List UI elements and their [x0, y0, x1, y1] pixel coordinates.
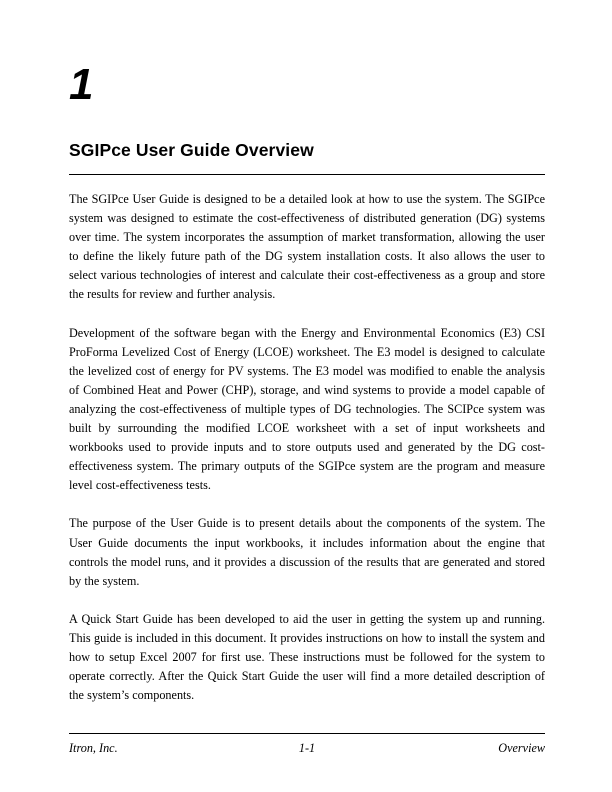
page-number: 1-1	[298, 741, 316, 755]
page-footer	[69, 740, 545, 756]
paragraph: The purpose of the User Guide is to present details about the components of the system. The User Guide documents the input workbooks, it includes information about the engine that controls the model runs, and it provides a discussion of the results that are generated and stored by the system.	[69, 516, 545, 588]
footer-company: Itron, Inc.	[69, 741, 118, 755]
page-title: SGIPce User Guide Overview	[69, 139, 314, 160]
footer-divider	[69, 733, 545, 734]
heading-divider	[69, 174, 545, 175]
chapter-number: 1	[69, 60, 93, 109]
paragraph: A Quick Start Guide has been developed to aid the user in getting the system up and running. This guide is included in this document. It provides instructions on how to install the system and how to setup Excel 2007 for first use. These instructions must be followed for the system to operate correctly. After the Quick Start Guide the user will find a more detailed description of the system’s components.	[69, 611, 545, 703]
body-text	[69, 190, 545, 705]
paragraph: Development of the software began with the Energy and Environmental Economics (E3) CSI ProForma Levelized Cost of Energy (LCOE) worksheet. The E3 model is designed to calculate the levelized cost of energy for PV systems. The E3 model was modified to enable the analysis of Combined Heat and Power (CHP), storage, and wind systems to provide a model capable of analyzing the cost-effectiveness of multiple types of DG technologies. The SCIPce system was built by surrounding the modified LCOE worksheet with a set of input worksheets and workbooks used to provide inputs and to store outputs used and generated by the DG cost-effectiveness system. The primary outputs of the SGIPce system are the program and measure level cost-effectiveness tests.	[69, 325, 545, 493]
footer-section-name: Overview	[498, 741, 545, 755]
paragraph: The SGIPce User Guide is designed to be a detailed look at how to use the system. The SGIPce system was designed to estimate the cost-effectiveness of distributed generation (DG) systems over time. The system incorporates the assumption of market transformation, allowing the user to define the likely future path of the DG system installation costs. It also allows the user to select various technologies of interest and calculate their cost-effectiveness as a group and store the results for review and further analysis.	[69, 192, 545, 302]
